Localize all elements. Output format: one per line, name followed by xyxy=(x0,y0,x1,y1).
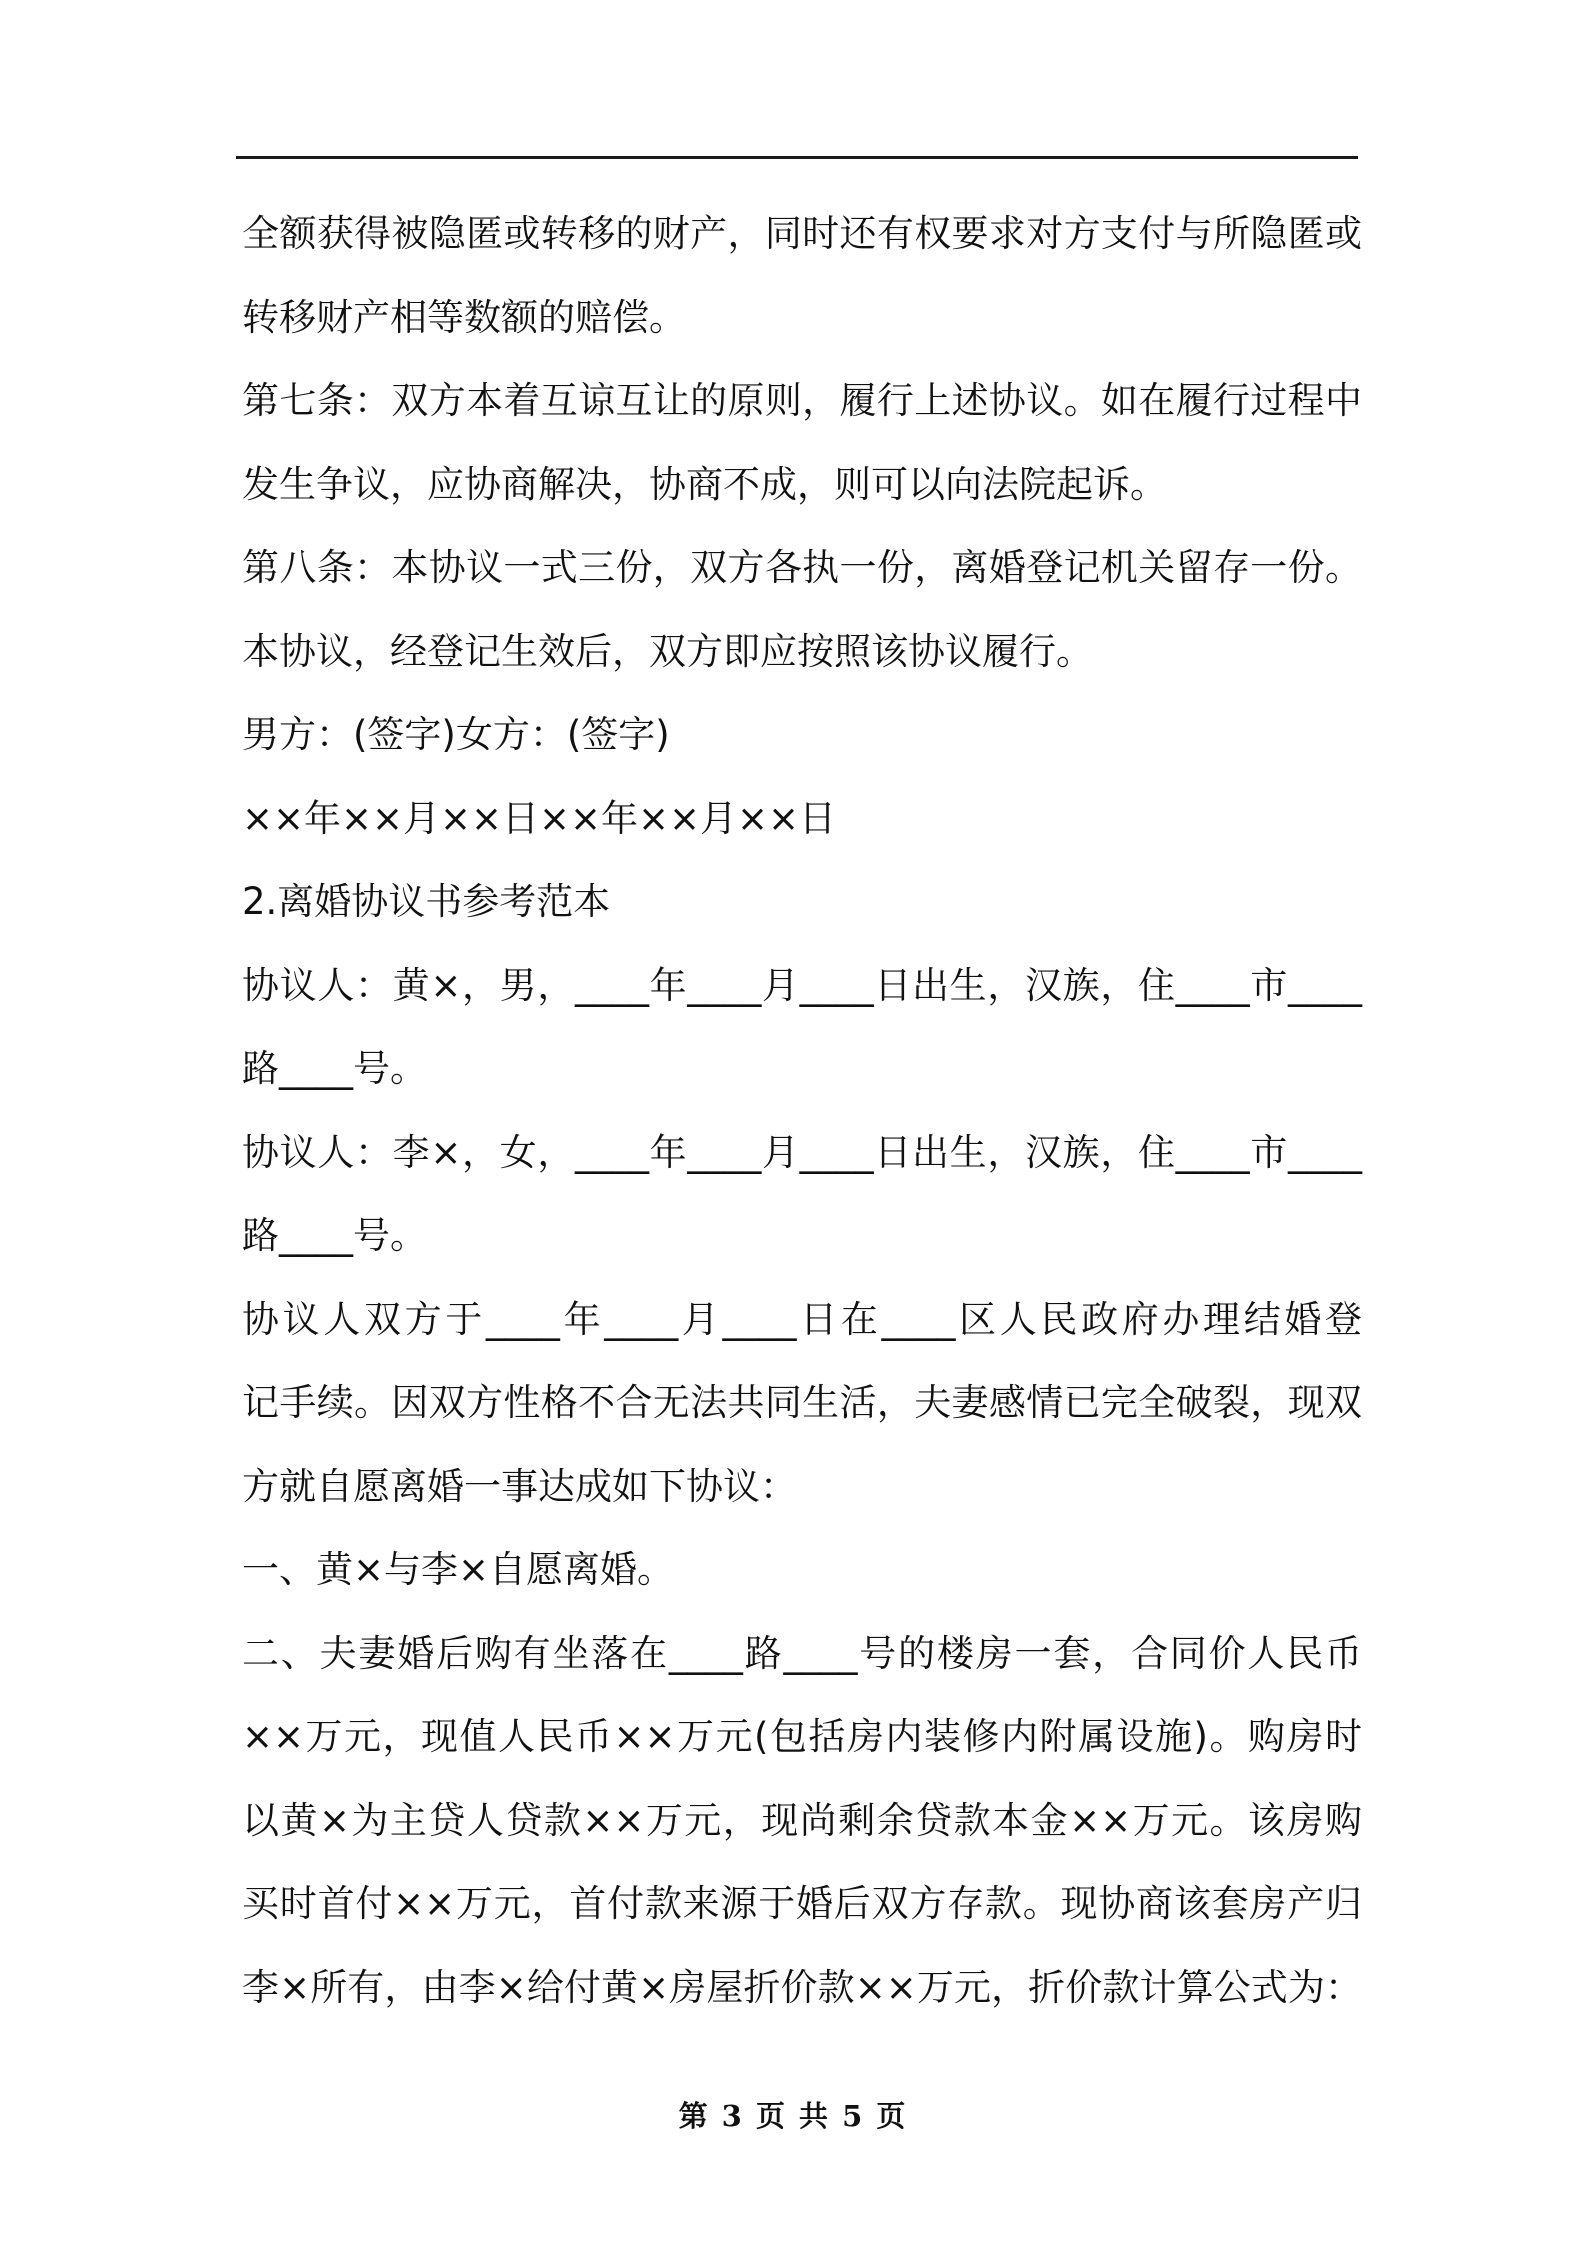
document-body xyxy=(242,192,1362,2029)
text-line: 协议人双方于____年____月____日在____区人民政府办理结婚登 xyxy=(242,1297,1362,1341)
date-line: ××年××月××日××年××月××日 xyxy=(242,796,837,840)
text-line: 全额获得被隐匿或转移的财产，同时还有权要求对方支付与所隐匿或 xyxy=(242,212,1362,255)
text-line: 记手续。因双方性格不合无法共同生活，夫妻感情已完全破裂，现双 xyxy=(242,1381,1362,1424)
text-line: ××万元，现值人民币××万元(包括房内装修内附属设施)。购房时 xyxy=(242,1715,1362,1758)
text-line: 本协议，经登记生效后，双方即应按照该协议履行。 xyxy=(242,629,1093,673)
text-line: 第八条：本协议一式三份，双方各执一份，离婚登记机关留存一份。 xyxy=(242,546,1362,589)
section-heading: 2.离婚协议书参考范本 xyxy=(242,880,611,923)
text-line: 路____号。 xyxy=(242,1214,427,1257)
text-line: 方就自愿离婚一事达成如下协议： xyxy=(242,1464,797,1508)
text-line: 第七条：双方本着互谅互让的原则，履行上述协议。如在履行过程中 xyxy=(242,379,1362,422)
text-line: 一、黄×与李×自愿离婚。 xyxy=(242,1548,675,1591)
text-line: 李×所有，由李×给付黄×房屋折价款××万元，折价款计算公式为： xyxy=(242,1965,1362,2009)
text-line: 协议人：李×，女，____年____月____日出生，汉族，住____市____ xyxy=(242,1130,1362,1174)
page-number: 第 3 页 共 5 页 xyxy=(678,2099,908,2133)
text-line: 二、夫妻婚后购有坐落在____路____号的楼房一套，合同价人民币 xyxy=(242,1631,1362,1675)
text-line: 买时首付××万元，首付款来源于婚后双方存款。现协商该套房产归 xyxy=(242,1882,1362,1925)
text-line: 协议人：黄×，男，____年____月____日出生，汉族，住____市____ xyxy=(242,963,1362,1007)
header-divider xyxy=(236,156,1358,159)
text-line: 以黄×为主贷人贷款××万元，现尚剩余贷款本金××万元。该房购 xyxy=(242,1798,1362,1842)
text-line: 转移财产相等数额的赔偿。 xyxy=(242,295,686,339)
text-line: 发生争议，应协商解决，协商不成，则可以向法院起诉。 xyxy=(242,462,1167,506)
signature-line: 男方：(签字)女方：(签字) xyxy=(242,713,670,756)
text-line: 路____号。 xyxy=(242,1047,427,1090)
